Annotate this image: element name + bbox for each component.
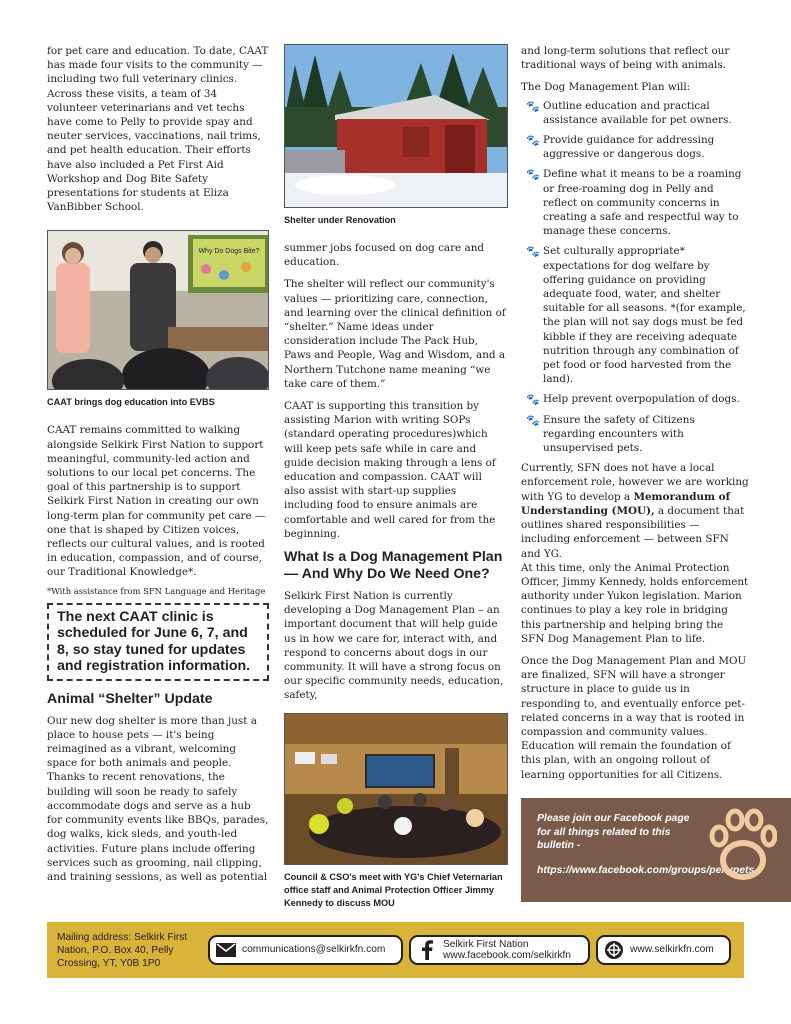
column-right (521, 44, 749, 790)
whiteboard-text: Why Do Dogs Bite? (198, 248, 260, 256)
plan-bullet-list (521, 99, 749, 456)
mou-term: Memorandum of Understanding (MOU), (521, 490, 731, 517)
paw-print-icon: 🐾 (526, 393, 540, 407)
photo-caat-classroom (47, 230, 269, 390)
facebook-icon (414, 937, 440, 963)
caption-meeting: Council & CSO's meet with YG's Chief Veternarian office staff and Animal Protection Officer Jimmy Kennedy to discuss MOU (284, 871, 503, 908)
list-item: 🐾 Outline education and practical assistance available for pet owners. (526, 99, 732, 126)
web-icon (601, 937, 627, 963)
paragraph-shelter-values: The shelter will reflect our community's values — prioritizing care, connection, and learning over the clinical definition of “shelter.” Name ideas under consideration include The Pack Hub, Paws and People, Wag and Wisdom, and a Northern Tutchone name meaning “we take care of them.” (284, 278, 506, 390)
mailing-address: Mailing address: Selkirk First Nation, P.O. Box 40, Pelly Crossing, YT, Y0B 1P0 (57, 932, 188, 969)
email-text[interactable]: communications@selkirkfn.com (242, 944, 386, 956)
classroom-image (48, 231, 268, 389)
footer-contact-bar (47, 922, 744, 978)
heading-shelter-update: Animal “Shelter” Update (47, 690, 213, 707)
paragraph-caat-commitment: CAAT remains committed to walking alongside Selkirk First Nation to support meaningful, community-led action and solutions to our local pet concerns. The goal of this partnership is to support Selkirk First Nation in creating our own long-term plan for community pet care — one that is shaped by Citizen voices, reflects our cultural values, and is rooted in education, compassion, and of course, our Traditional Knowledge*. (47, 424, 266, 579)
paragraph-mou: Currently, SFN does not have a local enforcement role, however we are working with YG to develop a Memorandum of Understanding (MOU), a document that outlines shared responsibilities — including enforcement — between SFN and YG. (521, 462, 749, 560)
photo-council-meeting (284, 713, 508, 865)
list-item: 🐾 Help prevent overpopulation of dogs. (526, 393, 740, 407)
facebook-group-link[interactable]: https://www.facebook.com/groups/pellypets (537, 865, 755, 876)
paw-print-icon: 🐾 (526, 245, 540, 259)
list-item: 🐾 Define what it means to be a roaming or free-roaming dog in Pelly and reflect on community concerns in creating a safe and respectful way to manage these concerns. (526, 168, 742, 238)
website-contact[interactable] (596, 935, 731, 965)
website-text[interactable]: www.selkirkfn.com (630, 944, 714, 956)
paw-print-icon (707, 806, 777, 886)
facebook-contact[interactable] (409, 935, 590, 965)
paragraph-caat-visits: for pet care and education. To date, CAAT has made four visits to the community — including two full veterinary clinics. Across these visits, a team of 34 volunteer veterinarians and vet techs have come to Pelly to provide spay and neuter services, vaccinations, nail trims, and pet health education. Their efforts have also included a Pet First Aid Workshop and Dog Bite Safety presentations for students at Eliza VanBibber School. (47, 45, 269, 214)
caption-shelter: Shelter under Renovation (284, 215, 396, 225)
paw-print-icon: 🐾 (526, 168, 540, 182)
paragraph-traditional-ways: and long-term solutions that reflect our traditional ways of being with animals. (521, 45, 730, 72)
facebook-callout-box (521, 798, 791, 902)
facebook-name: Selkirk First Nation (443, 938, 529, 950)
heading-dog-management-plan: What Is a Dog Management Plan — And Why Do We Need One? (284, 549, 503, 583)
list-item: 🐾 Provide guidance for addressing aggressive or dangerous dogs. (526, 134, 715, 161)
paw-print-icon: 🐾 (526, 99, 540, 113)
shelter-image (285, 45, 507, 207)
paragraph-plan-intro: Selkirk First Nation is currently developing a Dog Management Plan – an important document that will help guide us in how we care for, interact with, and respond to concerns about dogs in our community. It will have a strong focus on our specific community needs, education, safety, (284, 590, 504, 702)
callout-next-clinic: The next CAAT clinic is scheduled for June 6, 7, and 8, so stay tuned for updates and registration information. (47, 603, 269, 681)
paragraph-enforcement: At this time, only the Animal Protection Officer, Jimmy Kennedy, holds enforcement authority under Yukon legislation. Marion continues to play a key role in bridging this partnership and helping bring the SFN Dog Management Plan to life. (521, 561, 749, 645)
meeting-image (285, 714, 507, 864)
paw-print-icon: 🐾 (526, 134, 540, 148)
facebook-callout-text: Please join our Facebook page for all things related to this bulletin - (537, 813, 690, 851)
facebook-url[interactable]: www.facebook.com/selkirkfn (443, 950, 571, 961)
column-left (47, 44, 269, 892)
list-item: 🐾 Set culturally appropriate* expectations for dog welfare by offering guidance on providing adequate food, water, and shelter suitable for all seasons. *(for example, the plan will not say dogs must be fed kibble if they are receiving adequate nutrition through any combination of pet food or food harvested from the land). (526, 245, 746, 386)
paragraph-sops: CAAT is supporting this transition by assisting Marion with writing SOPs (standard operating procedures)which will keep pets safe while in care and guide decision making through a lens of education and compassion. CAAT will also assist with start-up supplies including food to ensure animals are comfortable and well cared for from the beginning. (284, 400, 496, 540)
paw-print-icon: 🐾 (526, 413, 540, 427)
paragraph-plan-will: The Dog Management Plan will: (521, 81, 691, 94)
list-item: 🐾 Ensure the safety of Citizens regarding encounters with unsupervised pets. (526, 413, 695, 455)
paragraph-summer-jobs: summer jobs focused on dog care and education. (284, 242, 485, 269)
photo-shelter (284, 44, 508, 208)
mail-icon (213, 937, 239, 963)
column-middle (284, 44, 506, 920)
caption-classroom: CAAT brings dog education into EVBS (47, 397, 215, 408)
email-contact[interactable] (208, 935, 403, 965)
paragraph-finalized: Once the Dog Management Plan and MOU are finalized, SFN will have a stronger structure in place to guide us in responding to, and eventually enforce pet-related concerns in a way that is rooted in compassion and community values. Education will remain the foundation of this plan, with an ongoing rollout of learning opportunities for all Citizens. (521, 654, 747, 781)
paragraph-shelter: Our new dog shelter is more than just a place to house pets — it's being reimagined as a vibrant, welcoming space for both animals and people. Thanks to recent renovations, the building will soon be ready to safely accommodate dogs and serve as a hub for community events like BBQs, parades, dog walks, kick sleds, and youth-led activities. Future plans include offering services such as grooming, nail clipping, and training sessions, as well as potential (47, 714, 269, 883)
footnote-language-heritage: *With assistance from SFN Language and Heritage (47, 585, 266, 596)
